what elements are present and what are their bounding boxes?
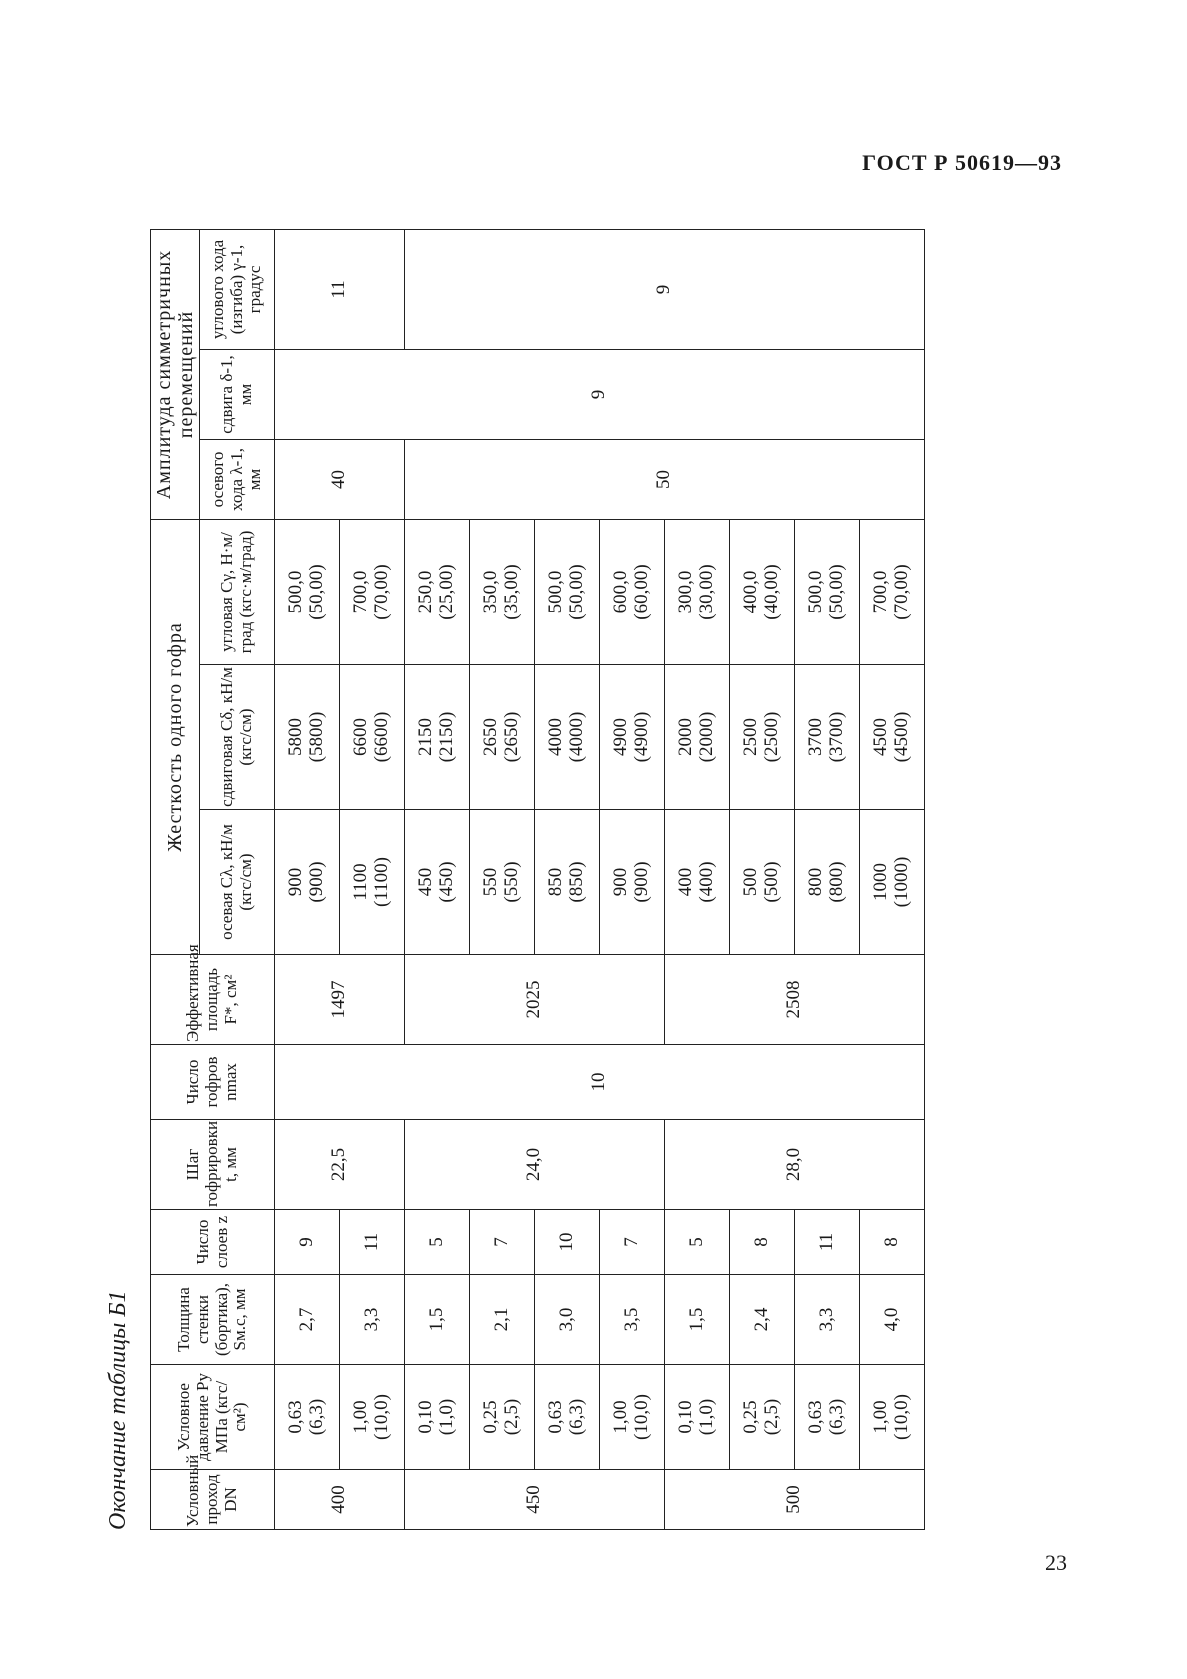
cell-layers: 7	[600, 1210, 665, 1275]
cell-layers: 10	[535, 1210, 600, 1275]
cell-stiff-axial: 900 (900)	[600, 810, 665, 955]
cell-stiff-axial: 450 (450)	[405, 810, 470, 955]
cell-stiff-angular: 700,0 (70,00)	[860, 519, 925, 664]
cell-stiff-shear: 2000 (2000)	[665, 665, 730, 810]
col-stiff-shear: сдвиговая Cδ, кН/м (кгс/см)	[200, 665, 275, 810]
cell-stiff-angular: 400,0 (40,00)	[730, 519, 795, 664]
cell-stiff-angular: 500,0 (50,00)	[535, 519, 600, 664]
cell-stiff-axial: 850 (850)	[535, 810, 600, 955]
cell-stiff-axial: 550 (550)	[470, 810, 535, 955]
cell-stiff-axial: 1100 (1100)	[340, 810, 405, 955]
cell-wall: 3,3	[340, 1275, 405, 1365]
cell-wall: 1,5	[665, 1275, 730, 1365]
cell-stiff-axial: 400 (400)	[665, 810, 730, 955]
cell-pitch: 24,0	[405, 1120, 665, 1210]
cell-pressure: 0,63 (6,3)	[275, 1365, 340, 1470]
cell-dn: 450	[405, 1470, 665, 1530]
cell-layers: 8	[860, 1210, 925, 1275]
cell-stiff-shear: 2150 (2150)	[405, 665, 470, 810]
cell-area: 1497	[275, 955, 405, 1045]
cell-stiff-angular: 700,0 (70,00)	[340, 519, 405, 664]
cell-amp-axial: 40	[275, 439, 405, 519]
cell-stiff-axial: 1000 (1000)	[860, 810, 925, 955]
cell-stiff-shear: 2650 (2650)	[470, 665, 535, 810]
cell-stiff-shear: 5800 (5800)	[275, 665, 340, 810]
cell-wall: 2,1	[470, 1275, 535, 1365]
col-stiff-angular: угловая Cγ, Н·м/град (кгс·м/град)	[200, 519, 275, 664]
cell-stiff-axial: 500 (500)	[730, 810, 795, 955]
cell-pressure: 1,00 (10,0)	[860, 1365, 925, 1470]
cell-layers: 9	[275, 1210, 340, 1275]
cell-layers: 5	[665, 1210, 730, 1275]
col-layers: Число слоев z	[151, 1210, 275, 1275]
col-wall: Толщина стенки (бортика), Sм.с, мм	[151, 1275, 275, 1365]
col-nmax: Число гофров nmax	[151, 1045, 275, 1120]
cell-amp-shear: 9	[275, 349, 925, 439]
rotated-table-block	[105, 230, 1050, 1530]
cell-stiff-angular: 600,0 (60,00)	[600, 519, 665, 664]
cell-wall: 2,7	[275, 1275, 340, 1365]
col-amp-shear: сдвига δ-1, мм	[200, 349, 275, 439]
cell-stiff-shear: 4900 (4900)	[600, 665, 665, 810]
cell-dn: 400	[275, 1470, 405, 1530]
cell-pressure: 0,25 (2,5)	[470, 1365, 535, 1470]
cell-amp-axial: 50	[405, 439, 925, 519]
cell-stiff-angular: 300,0 (30,00)	[665, 519, 730, 664]
cell-stiff-angular: 500,0 (50,00)	[275, 519, 340, 664]
cell-pitch: 22,5	[275, 1120, 405, 1210]
cell-wall: 3,3	[795, 1275, 860, 1365]
cell-stiff-shear: 4500 (4500)	[860, 665, 925, 810]
cell-layers: 7	[470, 1210, 535, 1275]
cell-amp-angular: 9	[405, 229, 925, 349]
col-pitch: Шаг гофрировки t, мм	[151, 1120, 275, 1210]
cell-pitch: 28,0	[665, 1120, 925, 1210]
table-row	[275, 229, 340, 1529]
cell-stiff-shear: 2500 (2500)	[730, 665, 795, 810]
cell-area: 2508	[665, 955, 925, 1045]
cell-wall: 2,4	[730, 1275, 795, 1365]
cell-stiff-angular: 500,0 (50,00)	[795, 519, 860, 664]
cell-stiff-shear: 3700 (3700)	[795, 665, 860, 810]
cell-pressure: 0,10 (1,0)	[405, 1365, 470, 1470]
cell-pressure: 1,00 (10,0)	[600, 1365, 665, 1470]
cell-dn: 500	[665, 1470, 925, 1530]
cell-wall: 4,0	[860, 1275, 925, 1365]
page-number: 23	[1045, 1550, 1067, 1575]
cell-layers: 8	[730, 1210, 795, 1275]
cell-stiff-angular: 250,0 (25,00)	[405, 519, 470, 664]
cell-layers: 11	[795, 1210, 860, 1275]
cell-nmax: 10	[275, 1045, 925, 1120]
col-amp-axial: осевого хода λ-1, мм	[200, 439, 275, 519]
bellows-table	[150, 229, 925, 1530]
cell-pressure: 0,25 (2,5)	[730, 1365, 795, 1470]
cell-stiff-angular: 350,0 (35,00)	[470, 519, 535, 664]
cell-amp-angular: 11	[275, 229, 405, 349]
cell-layers: 11	[340, 1210, 405, 1275]
cell-stiff-axial: 800 (800)	[795, 810, 860, 955]
col-dn: Условный проход DN	[151, 1470, 275, 1530]
col-pressure: Условное давление Pу МПа (кгс/см²)	[151, 1365, 275, 1470]
cell-pressure: 1,00 (10,0)	[340, 1365, 405, 1470]
cell-pressure: 0,63 (6,3)	[795, 1365, 860, 1470]
col-area: Эффективная площадь F*, см²	[151, 955, 275, 1045]
cell-area: 2025	[405, 955, 665, 1045]
col-amplitude-group: Амплитуда симметричных перемещений	[151, 229, 200, 519]
cell-pressure: 0,63 (6,3)	[535, 1365, 600, 1470]
cell-stiff-shear: 4000 (4000)	[535, 665, 600, 810]
col-stiffness-group: Жесткость одного гофра	[151, 519, 200, 954]
cell-pressure: 0,10 (1,0)	[665, 1365, 730, 1470]
document-id: ГОСТ Р 50619—93	[862, 150, 1062, 175]
cell-stiff-axial: 900 (900)	[275, 810, 340, 955]
col-stiff-axial: осевая Cλ, кН/м (кгс/см)	[200, 810, 275, 955]
col-amp-angular: углового хода (изгиба) γ-1, градус	[200, 229, 275, 349]
cell-wall: 3,0	[535, 1275, 600, 1365]
cell-layers: 5	[405, 1210, 470, 1275]
cell-wall: 3,5	[600, 1275, 665, 1365]
table-caption: Окончание таблицы Б1	[105, 1290, 131, 1530]
cell-stiff-shear: 6600 (6600)	[340, 665, 405, 810]
cell-wall: 1,5	[405, 1275, 470, 1365]
